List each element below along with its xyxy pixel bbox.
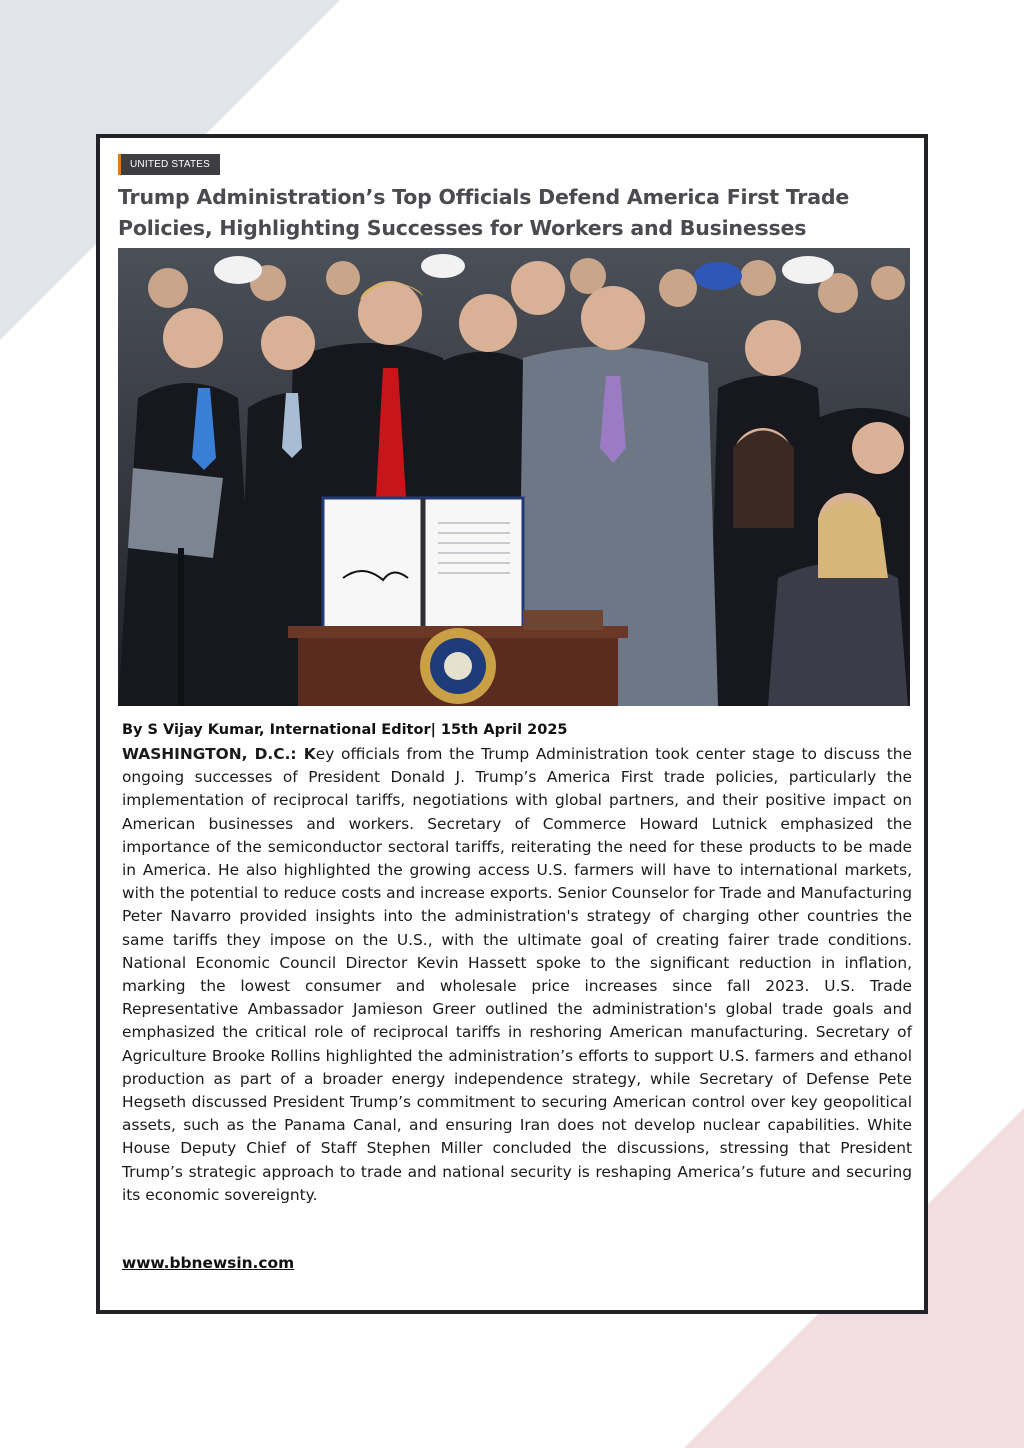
article-body-text: ey officials from the Trump Administration took center stage to discuss the ongoing successes of President Donald J. Trump’s America First trade policies, particularly the implementation of reciprocal tariffs, negotiations with global partners, and their positive impact on American businesses and workers. Secretary of Commerce Howard Lutnick emphasized the importance of the semiconductor sectoral tariffs, reiterating the need for these products to be made in America. He also highlighted the growing access U.S. farmers will have to international markets, with the potential to reduce costs and increase exports. Senior Counselor for Trade and Manufacturing Peter Navarro provided insights into the administration's strategy of charging other countries the same tariffs they impose on the U.S., with the ultimate goal of creating fairer trade conditions. National Economic Council Director Kevin Hassett spoke to the significant reduction in inflation, marking the lowest consumer and wholesale price increases since fall 2023. U.S. Trade Representative Ambassador Jamieson Greer outlined the administration's global trade goals and emphasized the critical role of reciprocal tariffs in reshoring American manufacturing. Secretary of Agriculture Brooke Rollins highlighted the administration’s efforts to support U.S. farmers and ethanol production as part of a broader energy independence strategy, while Secretary of Defense Pete Hegseth discussed President Trump’s commitment to securing American control over key geopolitical assets, such as the Panama Canal, and ensuring Iran does not develop nuclear capabilities. White House Deputy Chief of Staff Stephen Miller concluded the discussions, stressing that President Trump’s strategic approach to trade and national security is reshaping America’s future and securing its economic sovereignty. (122, 745, 912, 1204)
article-photo (118, 248, 910, 706)
category-tag[interactable]: UNITED STATES (118, 154, 220, 175)
article-dateline: WASHINGTON, D.C.: K (122, 745, 316, 763)
article-byline: By S Vijay Kumar, International Editor| 15th April 2025 (122, 722, 568, 738)
article-body (122, 743, 912, 1207)
website-link[interactable]: www.bbnewsin.com (122, 1254, 295, 1272)
article-card (96, 134, 928, 1314)
article-headline: Trump Administration’s Top Officials Defend America First Trade Policies, Highlighting Successes for Workers and Businesses (118, 185, 850, 240)
